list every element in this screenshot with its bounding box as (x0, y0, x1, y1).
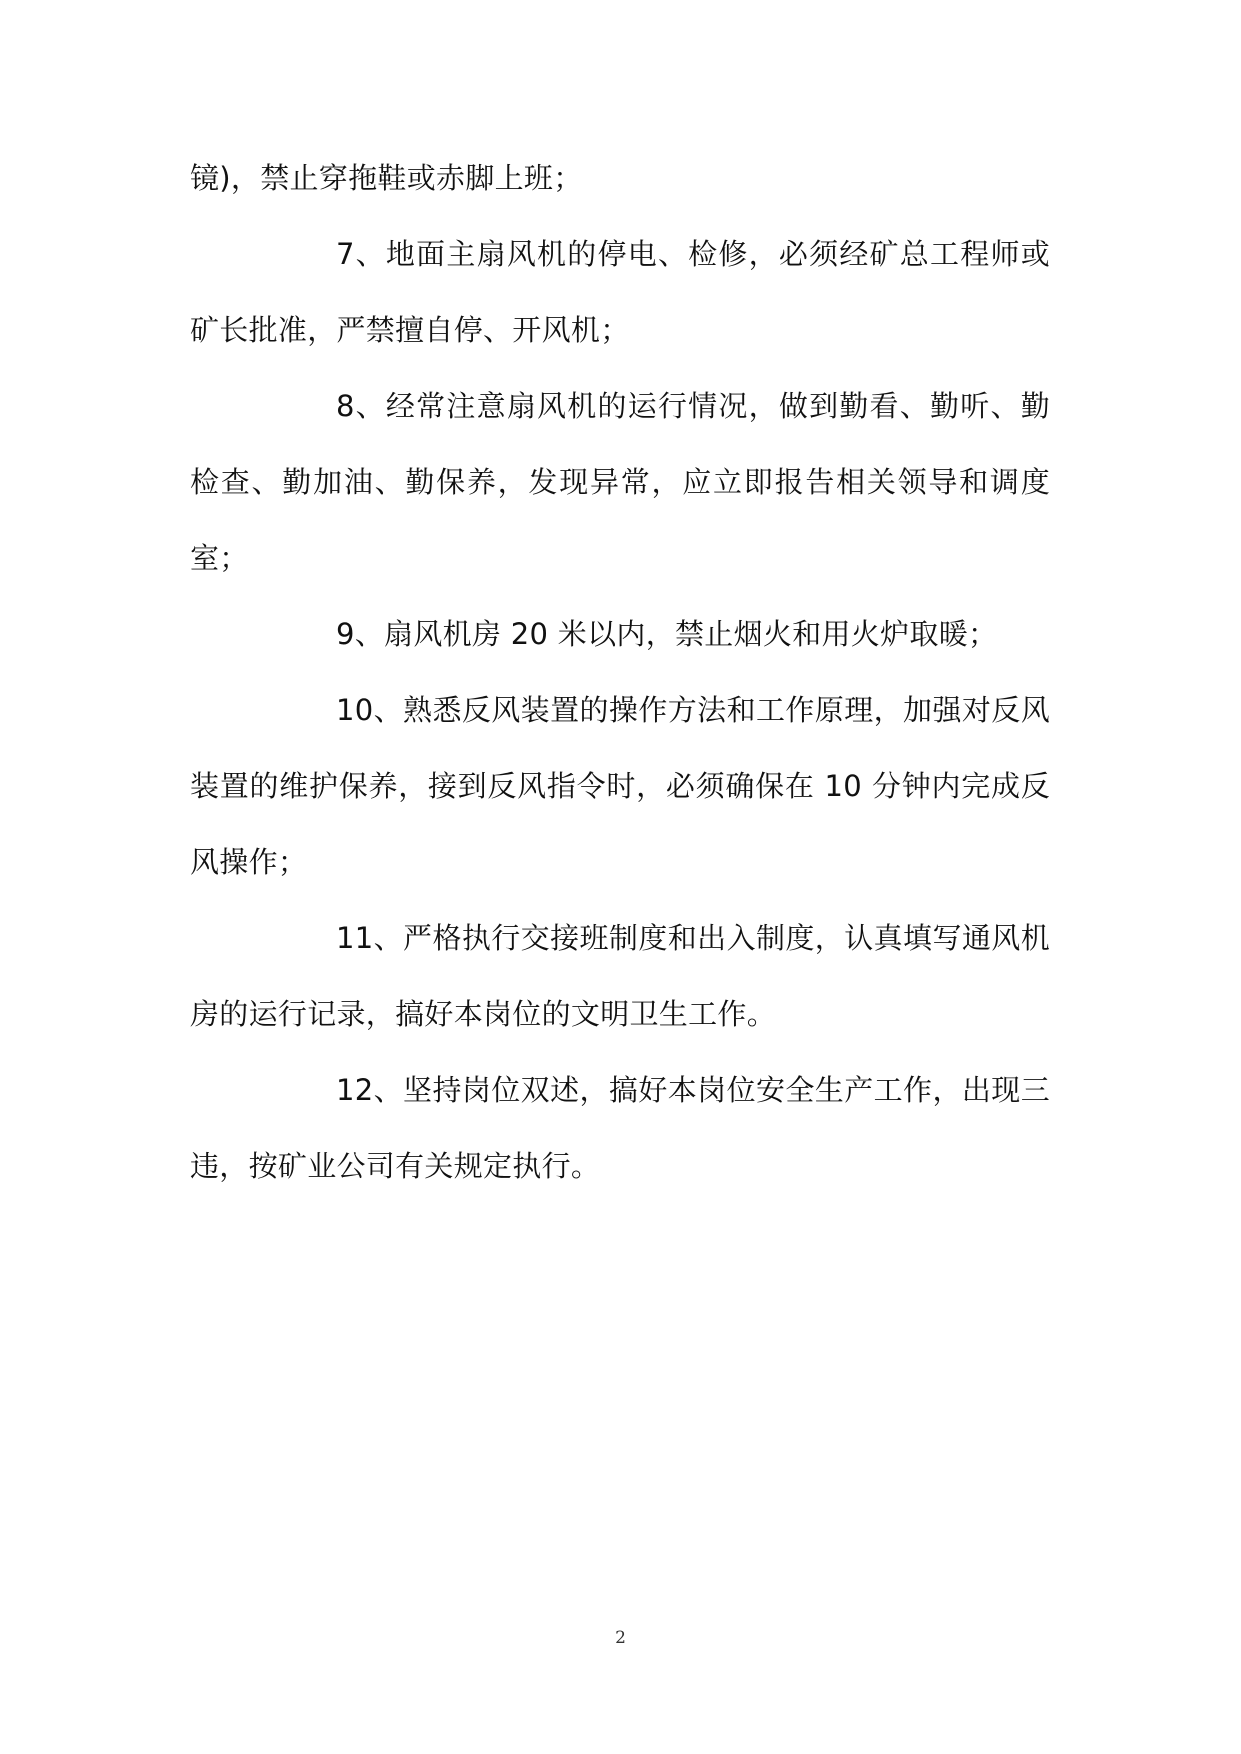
page-number: 2 (615, 1628, 626, 1648)
paragraph-item-7: 7、地面主扇风机的停电、检修，必须经矿总工程师或矿长批准，严禁擅自停、开风机； (190, 237, 1050, 347)
paragraph-item-8: 8、经常注意扇风机的运行情况，做到勤看、勤听、勤检查、勤加油、勤保养，发现异常，应立即报告相关领导和调度室； (190, 389, 1050, 575)
paragraph-item-10: 10、熟悉反风装置的操作方法和工作原理，加强对反风装置的维护保养，接到反风指令时，必须确保在 10 分钟内完成反风操作； (190, 693, 1050, 879)
paragraph-item-12: 12、坚持岗位双述，搞好本岗位安全生产工作，出现三违，按矿业公司有关规定执行。 (190, 1073, 1050, 1183)
paragraph-continuation: 镜)，禁止穿拖鞋或赤脚上班； (190, 161, 583, 195)
paragraph-item-9: 9、扇风机房 20 米以内，禁止烟火和用火炉取暖； (336, 617, 998, 651)
document-body (190, 140, 1050, 1204)
paragraph-item-11: 11、严格执行交接班制度和出入制度，认真填写通风机房的运行记录，搞好本岗位的文明卫生工作。 (190, 921, 1050, 1031)
